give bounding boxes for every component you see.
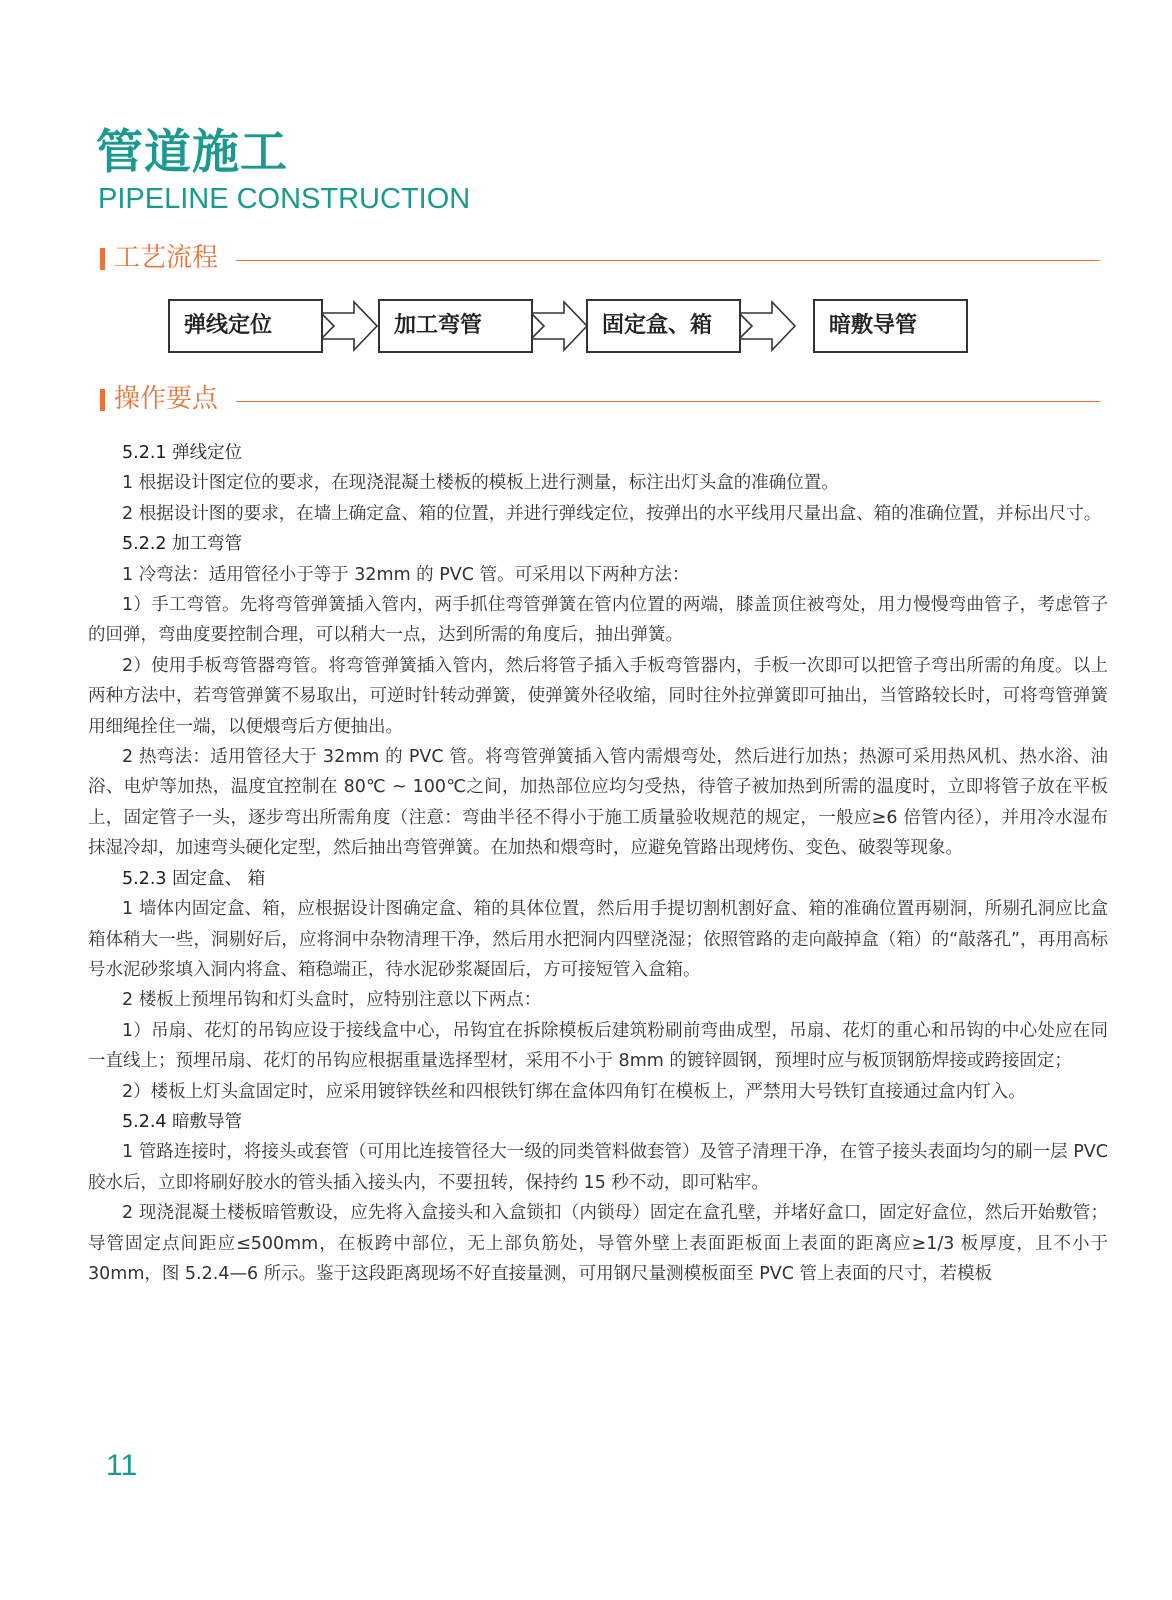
subsection-heading: 5.2.4 暗敷导管 <box>122 1111 243 1132</box>
section-bar-marker <box>100 389 105 411</box>
flow-step-2: 加工弯管 <box>378 299 533 353</box>
process-flow <box>168 299 968 353</box>
page-title-en: PIPELINE CONSTRUCTION <box>98 183 471 215</box>
section-heading-process <box>100 244 1100 274</box>
section-heading-key-points <box>100 385 1100 415</box>
section-bar-marker <box>100 248 105 270</box>
flow-step-1: 弹线定位 <box>168 299 323 353</box>
section-divider-line <box>236 260 1100 261</box>
paragraph: 2 现浇混凝土楼板暗管敷设，应先将入盒接头和入盒锁扣（内锁母）固定在盒孔壁，并堵好盒口，固定好盒位，然后开始敷管；导管固定点间距应≤500mm，在板跨中部位，无上部负筋处，导管外壁上表面距板面上表面的距离应≥1/3 板厚度，且不小于 30mm，图 5.2.4—6 所示。鉴于这段距离现场不好直接量测，可用钢尺量测模板面至 PVC 管上表面的尺寸，若模板 <box>88 1203 1108 1284</box>
section-label-process: 工艺流程 <box>114 243 219 273</box>
paragraph: 1 冷弯法：适用管径小于等于 32mm 的 PVC 管。可采用以下两种方法： <box>122 564 690 585</box>
paragraph: 2）使用手板弯管器弯管。将弯管弹簧插入管内，然后将管子插入手板弯管器内，手板一次即可以把管子弯出所需的角度。以上两种方法中，若弯管弹簧不易取出，可逆时针转动弹簧，使弹簧外径收缩，同时往外拉弹簧即可抽出，当管路较长时，可将弯管弹簧用细绳拴住一端，以便煨弯后方便抽出。 <box>88 655 1108 737</box>
section-label-key-points: 操作要点 <box>114 384 219 414</box>
flow-step-3: 固定盒、箱 <box>586 299 741 353</box>
paragraph: 1 管路连接时，将接头或套管（可用比连接管径大一级的同类管料做套管）及管子清理干净，在管子接头表面均匀的刷一层 PVC 胶水后，立即将刷好胶水的管头插入接头内，不要扭转，保持约 15 秒不动，即可粘牢。 <box>88 1142 1108 1193</box>
paragraph: 1 墙体内固定盒、箱，应根据设计图确定盒、箱的具体位置，然后用手提切割机割好盒、箱的准确位置再剔洞，所剔孔洞应比盒箱体稍大一些，洞剔好后，应将洞中杂物清理干净，然后用水把洞内四壁浇湿；依照管路的走向敲掉盒（箱）的“敲落孔”，再用高标号水泥砂浆填入洞内将盒、箱稳端正，待水泥砂浆凝固后，方可接短管入盒箱。 <box>88 899 1108 980</box>
paragraph: 2 楼板上预埋吊钩和灯头盒时，应特别注意以下两点： <box>122 990 542 1011</box>
paragraph: 1 根据设计图定位的要求，在现浇混凝土楼板的模板上进行测量，标注出灯头盒的准确位置。 <box>122 473 839 494</box>
subsection-heading: 5.2.3 固定盒、 箱 <box>122 868 266 889</box>
paragraph: 2 热弯法：适用管径大于 32mm 的 PVC 管。将弯管弹簧插入管内需煨弯处，然后进行加热；热源可采用热风机、热水浴、油浴、电炉等加热，温度宜控制在 80℃ ~ 100℃之间，加热部位应均匀受热，待管子被加热到所需的温度时，立即将管子放在平板上，固定管子一头，逐步弯出所需角度（注意：弯曲半径不得小于施工质量验收规范的规定，一般应≥6 倍管内径），并用冷水湿布抹湿冷却，加速弯头硬化定型，然后抽出弯管弹簧。在加热和煨弯时，应避免管路出现烤伤、变色、破裂等现象。 <box>88 747 1108 859</box>
paragraph: 2）楼板上灯头盒固定时，应采用镀锌铁丝和四根铁钉绑在盒体四角钉在模板上，严禁用大号铁钉直接通过盒内钉入。 <box>122 1081 1026 1102</box>
flow-arrow-icon <box>321 299 378 353</box>
page-number: 11 <box>106 1449 138 1482</box>
paragraph: 1）手工弯管。先将弯管弹簧插入管内，两手抓住弯管弹簧在管内位置的两端，膝盖顶住被弯处，用力慢慢弯曲管子，考虑管子的回弹，弯曲度要控制合理，可以稍大一点，达到所需的角度后，抽出弹簧。 <box>88 595 1108 646</box>
page-title-cn: 管道施工 <box>96 125 288 180</box>
subsection-heading: 5.2.1 弹线定位 <box>122 443 243 463</box>
flow-arrow-icon <box>531 299 588 353</box>
paragraph: 1）吊扇、花灯的吊钩应设于接线盒中心，吊钩宜在拆除模板后建筑粉刷前弯曲成型，吊扇、花灯的重心和吊钩的中心处应在同一直线上；预埋吊扇、花灯的吊钩应根据重量选择型材，采用不小于 8mm 的镀锌圆钢，预埋时应与板顶钢筋焊接或跨接固定； <box>88 1020 1108 1072</box>
body-text <box>88 438 1108 1289</box>
section-divider-line <box>236 401 1100 402</box>
paragraph: 2 根据设计图的要求，在墙上确定盒、箱的位置，并进行弹线定位，按弹出的水平线用尺量出盒、箱的准确位置，并标出尺寸。 <box>122 503 1102 524</box>
subsection-heading: 5.2.2 加工弯管 <box>122 534 243 555</box>
flow-step-4: 暗敷导管 <box>813 299 968 353</box>
flow-arrow-icon <box>739 299 796 353</box>
